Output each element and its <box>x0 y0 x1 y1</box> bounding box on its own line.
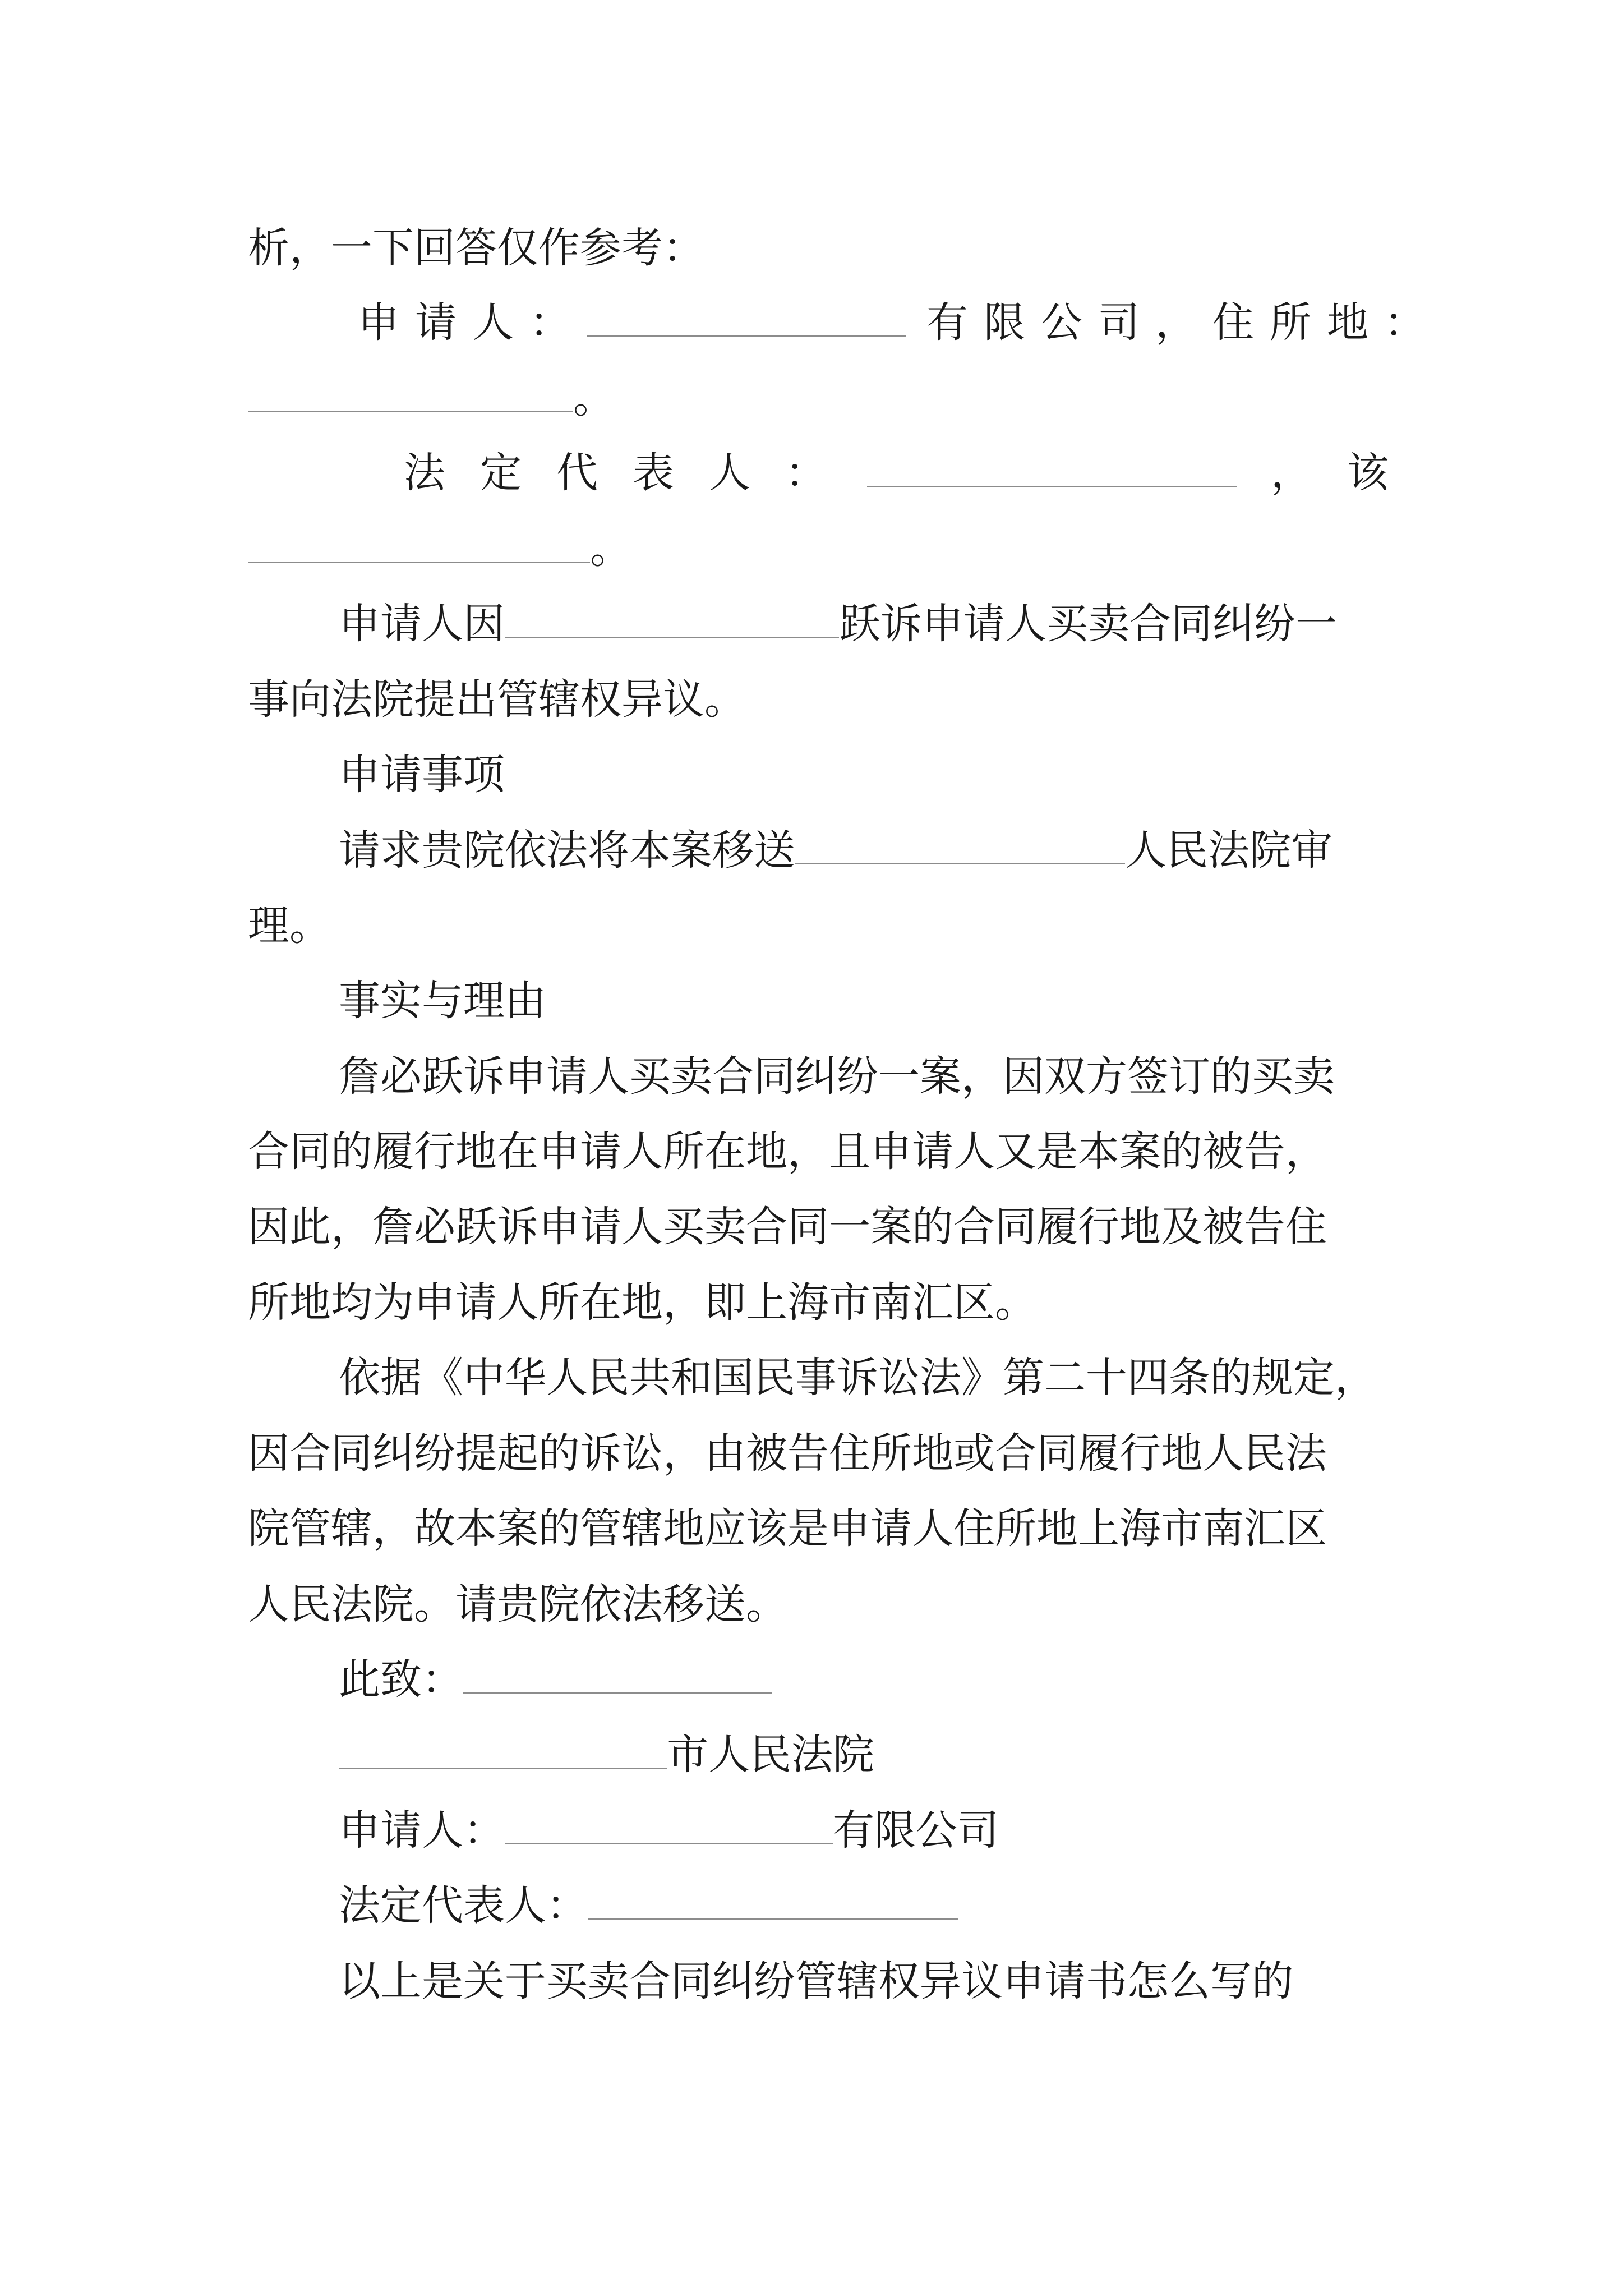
sign-applicant-label: 申请人： <box>339 1806 505 1855</box>
sign-rep-line <box>339 1881 958 1930</box>
heading-facts <box>339 977 546 1025</box>
intro-text: 析，一下回答仅作参考： <box>248 224 704 272</box>
law-text-2: 因合同纠纷提起的诉讼，由被告住所地或合同履行地人民法 <box>248 1429 1327 1478</box>
legal-rep-label: 法定代表人： <box>404 449 861 497</box>
objection-blank <box>505 603 839 638</box>
legal-rep-cont-line <box>248 524 631 573</box>
facts-line-2 <box>248 1128 1327 1176</box>
sign-applicant-blank <box>505 1810 833 1844</box>
request-line-2 <box>248 901 331 950</box>
facts-text-1: 詹必跃诉申请人买卖合同纠纷一案，因双方签订的买卖 <box>339 1052 1335 1101</box>
objection-suffix: 跃诉申请人买卖合同纠纷一 <box>839 600 1337 648</box>
salute-blank <box>463 1659 772 1694</box>
facts-line-3 <box>248 1203 1327 1251</box>
sign-rep-blank <box>588 1885 958 1920</box>
salute-line <box>339 1655 772 1704</box>
request-line2-text: 理。 <box>248 901 331 950</box>
legal-rep-line <box>404 449 1423 497</box>
law-text-3: 院管辖，故本案的管辖地应该是申请人住所地上海市南汇区 <box>248 1504 1327 1553</box>
court-line <box>339 1731 874 1779</box>
law-text-4: 人民法院。请贵院依法移送。 <box>248 1580 787 1628</box>
facts-line-4 <box>248 1278 1036 1327</box>
facts-text-3: 因此，詹必跃诉申请人买卖合同一案的合同履行地及被告住 <box>248 1203 1327 1251</box>
objection-line-2 <box>248 675 746 724</box>
sign-applicant-line <box>339 1806 999 1855</box>
law-line-3 <box>248 1504 1327 1553</box>
objection-line <box>339 600 1337 648</box>
salute-text: 此致： <box>339 1655 463 1704</box>
sign-rep-label: 法定代表人： <box>339 1881 588 1930</box>
court-suffix: 市人民法院 <box>667 1731 874 1779</box>
request-line <box>339 826 1332 875</box>
court-name-blank <box>339 1734 667 1769</box>
applicant-name-blank <box>587 302 906 337</box>
applicant-line <box>358 298 1441 347</box>
applicant-suffix: 有限公司，住所地： <box>926 298 1441 347</box>
law-line-4 <box>248 1580 787 1628</box>
law-text-1: 依据《中华人民共和国民事诉讼法》第二十四条的规定， <box>339 1354 1376 1402</box>
law-line-1 <box>339 1354 1376 1402</box>
address-period: 。 <box>573 374 615 422</box>
heading-request-text: 申请事项 <box>339 751 505 799</box>
facts-text-4: 所地均为申请人所在地，即上海市南汇区。 <box>248 1278 1036 1327</box>
request-court-blank <box>795 830 1125 864</box>
closing-line <box>339 1957 1293 2005</box>
legal-rep-cont-blank <box>248 528 590 563</box>
legal-rep-suffix: ，该 <box>1271 449 1423 497</box>
objection-line2-text: 事向法院提出管辖权异议。 <box>248 675 746 724</box>
request-suffix: 人民法院审 <box>1125 826 1332 875</box>
facts-line-1 <box>339 1052 1335 1101</box>
intro-line <box>248 224 704 272</box>
legal-rep-period: 。 <box>590 524 631 573</box>
applicant-label: 申请人： <box>358 298 587 347</box>
heading-request <box>339 751 505 799</box>
legal-rep-blank <box>867 452 1237 487</box>
law-line-2 <box>248 1429 1327 1478</box>
request-prefix: 请求贵院依法将本案移送 <box>339 826 795 875</box>
address-blank <box>248 378 573 412</box>
objection-prefix: 申请人因 <box>339 600 505 648</box>
facts-text-2: 合同的履行地在申请人所在地，且申请人又是本案的被告， <box>248 1128 1327 1176</box>
address-line <box>248 374 615 422</box>
closing-text: 以上是关于买卖合同纠纷管辖权异议申请书怎么写的 <box>339 1957 1293 2005</box>
heading-facts-text: 事实与理由 <box>339 977 546 1025</box>
sign-applicant-suffix: 有限公司 <box>833 1806 999 1855</box>
